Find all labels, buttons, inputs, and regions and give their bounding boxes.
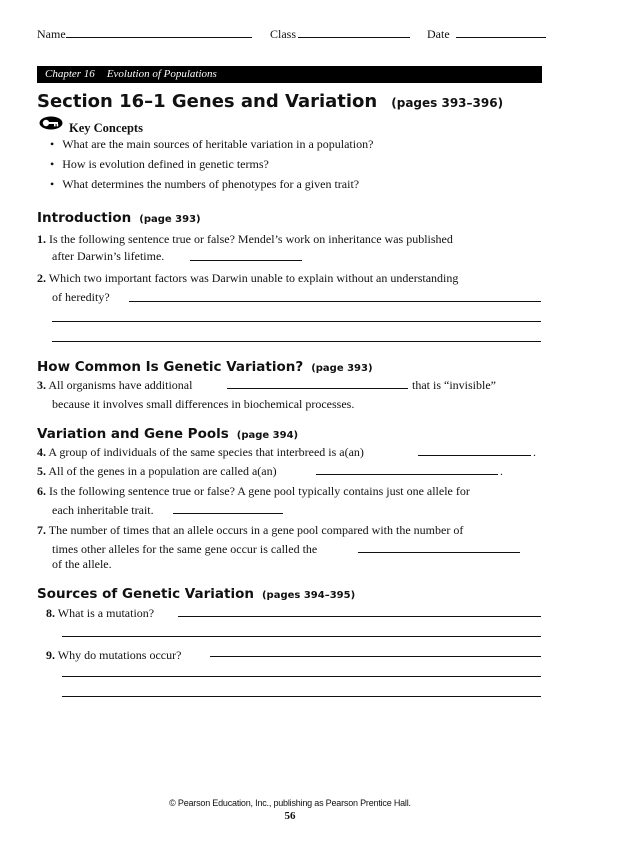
question-5-end: . <box>500 464 503 478</box>
answer-line-2a[interactable] <box>129 301 541 302</box>
question-number: 6. <box>37 484 46 498</box>
answer-line-6[interactable] <box>173 513 283 514</box>
introduction-heading <box>37 210 201 226</box>
answer-line-3[interactable] <box>227 388 408 389</box>
question-4 <box>37 445 364 459</box>
section-pages: (pages 393–396) <box>391 96 504 110</box>
question-text: What is a mutation? <box>57 606 155 620</box>
chapter-number: Chapter 16 <box>45 68 95 80</box>
genetic-variation-pages: (page 393) <box>311 363 373 374</box>
question-7-cont: times other alleles for the same gene occur is called the <box>52 542 318 556</box>
question-number: 8. <box>46 606 55 620</box>
question-8 <box>46 606 154 620</box>
question-2 <box>37 271 458 285</box>
question-number: 4. <box>37 445 46 459</box>
name-blank[interactable] <box>66 27 252 38</box>
genetic-variation-heading-text: How Common Is Genetic Variation? <box>37 359 304 375</box>
introduction-pages: (page 393) <box>139 214 201 225</box>
question-7-tail: of the allele. <box>52 557 112 571</box>
sources-pages: (pages 394–395) <box>261 590 356 601</box>
genetic-variation-heading <box>37 359 373 375</box>
key-concept-item: • What are the main sources of heritable variation in a population? <box>50 137 373 152</box>
question-text: All of the genes in a population are called a(an) <box>48 464 277 478</box>
key-concept-item: • What determines the numbers of phenotypes for a given trait? <box>50 177 359 192</box>
question-number: 9. <box>46 648 55 662</box>
answer-line-9c[interactable] <box>62 696 541 697</box>
question-5 <box>37 464 277 478</box>
question-number: 1. <box>37 232 46 246</box>
answer-line-8a[interactable] <box>178 616 541 617</box>
question-6 <box>37 484 470 498</box>
question-text: Is the following sentence true or false? A gene pool typically contains just one allele for <box>49 484 470 498</box>
introduction-heading-text: Introduction <box>37 210 132 226</box>
gene-pools-pages: (page 394) <box>236 430 299 441</box>
date-label: Date <box>427 27 450 41</box>
question-text: A group of individuals of the same species that interbreed is a(an) <box>48 445 364 459</box>
question-2-cont: of heredity? <box>52 290 110 304</box>
key-icon <box>39 116 63 130</box>
answer-line-1[interactable] <box>190 260 302 261</box>
question-text: Why do mutations occur? <box>57 648 182 662</box>
answer-line-9b[interactable] <box>62 676 541 677</box>
question-text: Is the following sentence true or false? Mendel’s work on inheritance was published <box>49 232 453 246</box>
sources-heading <box>37 586 355 602</box>
gene-pools-heading <box>37 426 298 442</box>
question-number: 3. <box>37 378 46 392</box>
question-4-end: . <box>533 445 536 459</box>
key-concept-item: • How is evolution defined in genetic terms? <box>50 157 269 172</box>
key-concepts-label: Key Concepts <box>69 121 143 135</box>
answer-line-9a[interactable] <box>210 656 541 657</box>
chapter-title: Evolution of Populations <box>106 68 217 80</box>
answer-line-7[interactable] <box>358 552 520 553</box>
answer-line-4[interactable] <box>418 455 531 456</box>
date-field[interactable] <box>427 27 546 42</box>
question-text: Which two important factors was Darwin unable to explain without an understanding <box>48 271 459 285</box>
name-label: Name <box>37 27 66 41</box>
section-title-text: Section 16–1 Genes and Variation <box>37 91 378 112</box>
question-7 <box>37 523 463 537</box>
copyright: © Pearson Education, Inc., publishing as Pearson Prentice Hall. <box>169 798 411 808</box>
question-3-cont: because it involves small differences in biochemical processes. <box>52 397 355 411</box>
sources-heading-text: Sources of Genetic Variation <box>37 586 254 602</box>
date-blank[interactable] <box>456 27 546 38</box>
class-field[interactable] <box>270 27 410 42</box>
answer-line-2c[interactable] <box>52 341 541 342</box>
question-9 <box>46 648 181 662</box>
class-blank[interactable] <box>298 27 410 38</box>
gene-pools-heading-text: Variation and Gene Pools <box>37 426 229 442</box>
question-text: The number of times that an allele occurs in a gene pool compared with the number of <box>48 523 464 537</box>
question-6-cont: each inheritable trait. <box>52 503 154 517</box>
class-label: Class <box>270 27 297 41</box>
question-1-cont: after Darwin’s lifetime. <box>52 249 165 263</box>
question-number: 2. <box>37 271 46 285</box>
chapter-bar <box>37 66 542 83</box>
section-title <box>37 91 503 112</box>
question-1 <box>37 232 453 246</box>
question-number: 7. <box>37 523 46 537</box>
question-text: All organisms have additional <box>48 378 193 392</box>
name-field[interactable] <box>37 27 252 42</box>
question-3 <box>37 378 192 392</box>
page-number: 56 <box>284 810 296 822</box>
answer-line-2b[interactable] <box>52 321 541 322</box>
question-number: 5. <box>37 464 46 478</box>
answer-line-5[interactable] <box>316 474 498 475</box>
question-3-tail: that is “invisible” <box>412 378 496 392</box>
answer-line-8b[interactable] <box>62 636 541 637</box>
